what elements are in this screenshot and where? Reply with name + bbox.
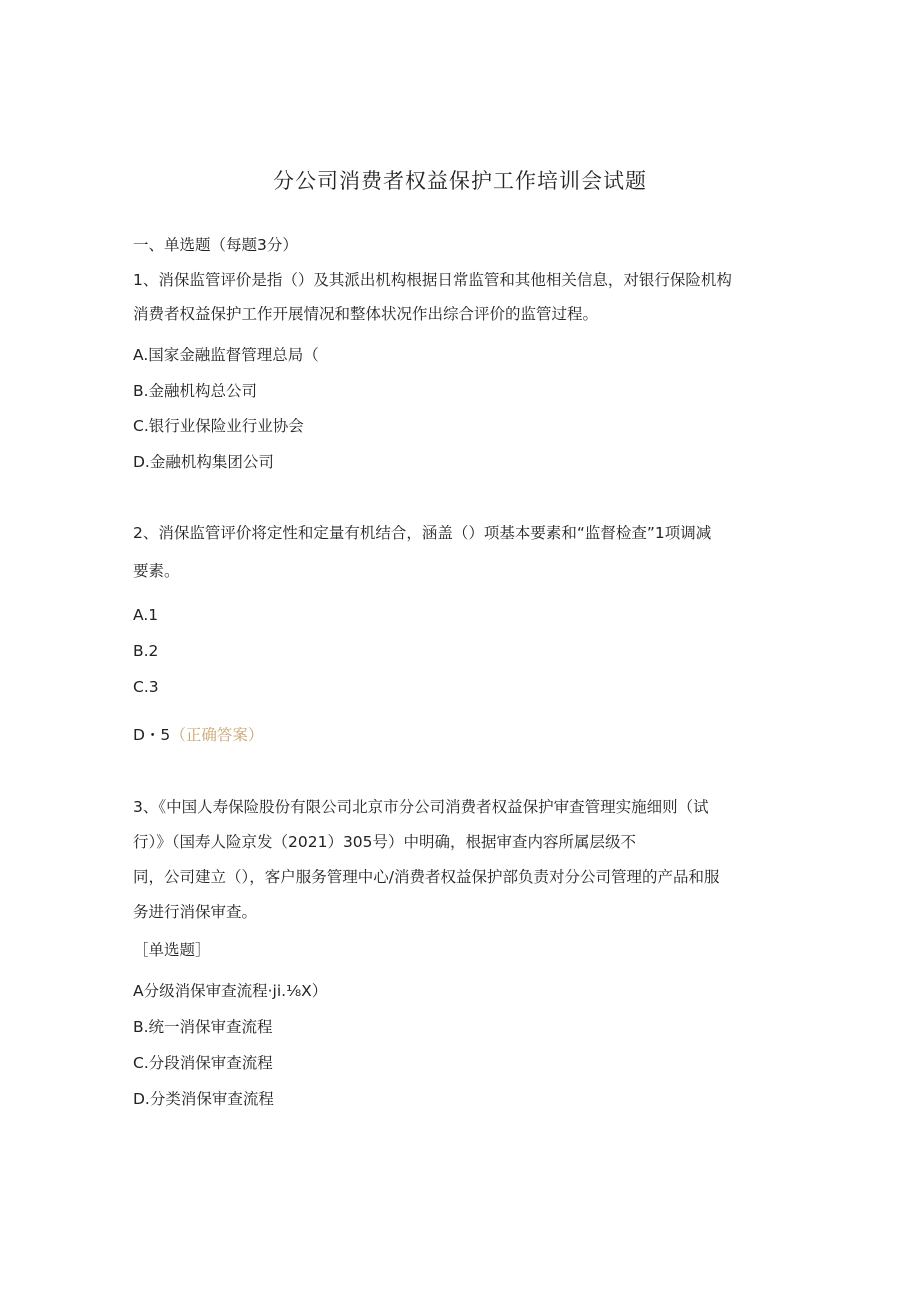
question-3-option-c: C.分段消保审查流程: [133, 1054, 273, 1072]
question-3-line-2: 行）》（国寿人险京发（2021）305号）中明确，根据审查内容所属层级不: [133, 833, 637, 851]
question-2-option-a: A.1: [133, 606, 159, 624]
question-1-line-2: 消费者权益保护工作开展情况和整体状况作出综合评价的监管过程。: [133, 305, 599, 323]
section-heading: 一、单选题（每题3分）: [133, 236, 298, 254]
question-3-option-a: A分级消保审查流程·ji.⅛X）: [133, 982, 328, 1000]
question-2-option-d-label: D・5: [133, 726, 171, 744]
document-title: 分公司消费者权益保护工作培训会试题: [273, 169, 647, 193]
question-3-line-3: 同，公司建立（），客户服务管理中心/消费者权益保护部负责对分公司管理的产品和服: [133, 868, 720, 886]
question-3-type-label: ［单选题］: [133, 941, 211, 959]
question-1-option-b: B.金融机构总公司: [133, 382, 258, 400]
question-1-option-d: D.金融机构集团公司: [133, 453, 274, 471]
question-3-line-4: 务进行消保审查。: [133, 903, 258, 921]
question-1-line-1: 1、消保监管评价是指（）及其派出机构根据日常监管和其他相关信息，对银行保险机构: [133, 271, 732, 289]
question-2-option-b: B.2: [133, 642, 159, 660]
question-3-option-b: B.统一消保审查流程: [133, 1018, 273, 1036]
question-2-line-1: 2、消保监管评价将定性和定量有机结合，涵盖（）项基本要素和“监督检查”1项调减: [133, 524, 712, 542]
answer-note: （正确答案）: [170, 726, 264, 744]
question-2-option-c: C.3: [133, 678, 159, 696]
question-3-option-d: D.分类消保审查流程: [133, 1090, 274, 1108]
question-3-line-1: 3、《中国人寿保险股份有限公司北京市分公司消费者权益保护审查管理实施细则（试: [133, 798, 709, 816]
question-2-line-2: 要素。: [133, 562, 180, 580]
question-2-option-d: [133, 725, 263, 745]
question-1-option-c: C.银行业保险业行业协会: [133, 417, 304, 435]
question-1-option-a: A.国家金融监督管理总局（: [133, 346, 319, 364]
